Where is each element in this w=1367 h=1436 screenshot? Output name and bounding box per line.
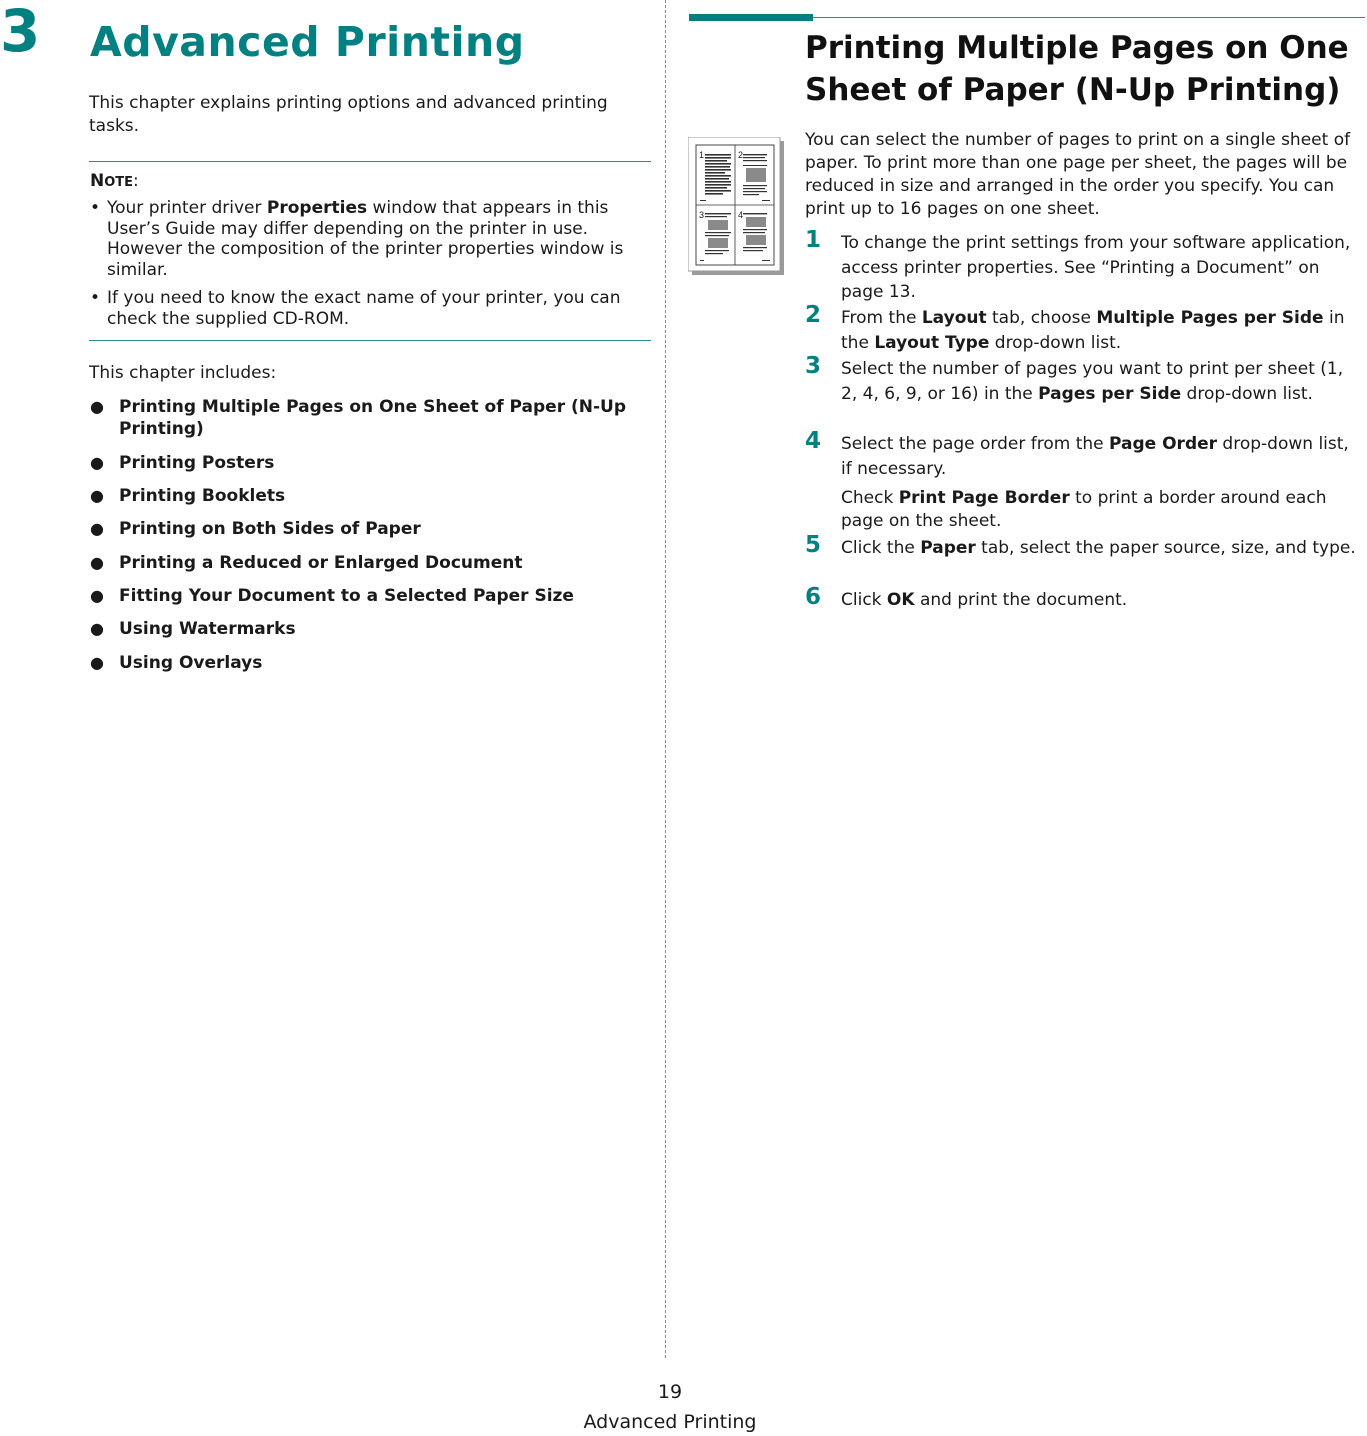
step bbox=[805, 302, 1363, 355]
step-number: 4 bbox=[805, 428, 822, 454]
note-text: If you need to know the exact name of your printer, you can check the supplied CD-ROM. bbox=[107, 288, 621, 329]
step bbox=[805, 532, 1363, 561]
thumbnail-page-label: 3 bbox=[699, 210, 705, 220]
step-text: drop-down list. bbox=[1181, 383, 1313, 404]
ui-term: Paper bbox=[920, 538, 976, 558]
note-item bbox=[90, 288, 651, 329]
step-number: 1 bbox=[805, 227, 822, 253]
step bbox=[805, 584, 1363, 613]
ui-term: OK bbox=[886, 590, 915, 610]
note-item bbox=[90, 198, 651, 280]
step-text: Select the page order from the bbox=[841, 434, 1110, 454]
footer-title: Advanced Printing bbox=[583, 1411, 757, 1433]
toc-link-label: Printing on Both Sides of Paper bbox=[119, 519, 421, 539]
toc-link-label: Printing Posters bbox=[119, 453, 275, 473]
step-text: Check bbox=[841, 488, 899, 508]
note-label-initial: N bbox=[90, 171, 105, 191]
toc-link[interactable] bbox=[90, 652, 650, 674]
toc-bullet: ● bbox=[90, 619, 104, 638]
includes-label: This chapter includes: bbox=[89, 363, 277, 383]
toc-link[interactable] bbox=[90, 518, 650, 540]
toc-bullet: ● bbox=[90, 653, 104, 672]
note-text-bold: Properties bbox=[266, 198, 368, 218]
toc-link[interactable] bbox=[90, 585, 650, 607]
toc-link[interactable] bbox=[90, 552, 650, 574]
step-text: drop-down list. bbox=[989, 332, 1122, 353]
section-intro: You can select the number of pages to print on a single sheet of paper. To print more than one page per sheet, the pages will be reduced in size and arranged in the order you specify. You can print up to 16 pages on one sheet. bbox=[805, 130, 1351, 219]
note-text: window that appears in this User’s Guide may differ depending on the printer in use. However the composition of the printer properties window is similar. bbox=[107, 198, 624, 280]
chapter-number: 3 bbox=[0, 0, 41, 65]
chapter-title: Advanced Printing bbox=[90, 18, 525, 66]
toc-link-label: Printing a Reduced or Enlarged Document bbox=[119, 553, 523, 573]
n-up-illustration bbox=[688, 137, 784, 275]
step-number: 6 bbox=[805, 584, 822, 610]
ui-term: Page Order bbox=[1109, 434, 1218, 454]
step-text: in the bbox=[841, 308, 1345, 353]
column-divider bbox=[665, 0, 666, 1358]
ui-term: Layout bbox=[921, 308, 987, 328]
note-label bbox=[90, 171, 139, 193]
chapter-intro: This chapter explains printing options and advanced printing tasks. bbox=[89, 93, 608, 136]
step-number: 3 bbox=[805, 353, 822, 379]
ui-term: Multiple Pages per Side bbox=[1096, 308, 1324, 328]
thumbnail-page-label: 4 bbox=[738, 210, 744, 220]
step-text: Select the number of pages you want to print per sheet (1, 2, 4, 6, 9, or 16) in the bbox=[841, 359, 1344, 404]
step-text: tab, choose bbox=[986, 308, 1097, 328]
step-text: to print a border around each page on the sheet. bbox=[841, 488, 1327, 531]
toc-link-label: Printing Multiple Pages on One Sheet of Paper (N-Up Printing) bbox=[119, 397, 627, 439]
toc-link-label: Using Watermarks bbox=[119, 619, 296, 639]
ui-term: Layout Type bbox=[874, 332, 990, 353]
step-text: tab, select the paper source, size, and type. bbox=[975, 538, 1356, 558]
step-text: Click the bbox=[841, 538, 921, 558]
toc-link[interactable] bbox=[90, 396, 650, 440]
ui-term: Print Page Border bbox=[898, 488, 1070, 508]
toc-link-label: Printing Booklets bbox=[119, 486, 286, 506]
toc-link[interactable] bbox=[90, 452, 650, 474]
toc-link[interactable] bbox=[90, 618, 650, 640]
toc-bullet: ● bbox=[90, 486, 104, 505]
step-text: and print the document. bbox=[914, 590, 1128, 610]
step bbox=[805, 353, 1363, 406]
toc-bullet: ● bbox=[90, 553, 104, 572]
step-text: Click bbox=[841, 590, 887, 610]
section-rule-accent bbox=[689, 14, 813, 21]
note-bullet: • bbox=[90, 288, 101, 308]
step-note bbox=[841, 487, 1363, 533]
step-number: 2 bbox=[805, 302, 822, 328]
toc-link-label: Using Overlays bbox=[119, 653, 263, 673]
toc-link[interactable] bbox=[90, 485, 650, 507]
toc-bullet: ● bbox=[90, 453, 104, 472]
thumbnail-page-label: 2 bbox=[738, 150, 744, 160]
note-bullet: • bbox=[90, 198, 101, 218]
section-heading: Printing Multiple Pages on One Sheet of Paper (N-Up Printing) bbox=[805, 30, 1349, 108]
toc-bullet: ● bbox=[90, 586, 104, 605]
step bbox=[805, 428, 1363, 481]
toc-bullet: ● bbox=[90, 519, 104, 538]
note-text: Your printer driver bbox=[107, 198, 267, 218]
step-number: 5 bbox=[805, 532, 822, 558]
toc-link-label: Fitting Your Document to a Selected Paper Size bbox=[119, 586, 574, 606]
ui-term: Pages per Side bbox=[1038, 383, 1182, 404]
step bbox=[805, 227, 1363, 305]
note-label-rest: OTE bbox=[104, 175, 134, 190]
note-label-colon: : bbox=[133, 171, 139, 191]
toc-bullet: ● bbox=[90, 397, 104, 416]
page-number: 19 bbox=[657, 1381, 683, 1403]
thumbnail-page-label: 1 bbox=[699, 150, 705, 160]
step-text: To change the print settings from your software application, access printer properties. See “Printing a Document” on page 13. bbox=[841, 233, 1351, 302]
step-text: drop-down list, if necessary. bbox=[841, 434, 1349, 479]
note-box bbox=[89, 161, 651, 341]
step-text: From the bbox=[841, 308, 922, 328]
